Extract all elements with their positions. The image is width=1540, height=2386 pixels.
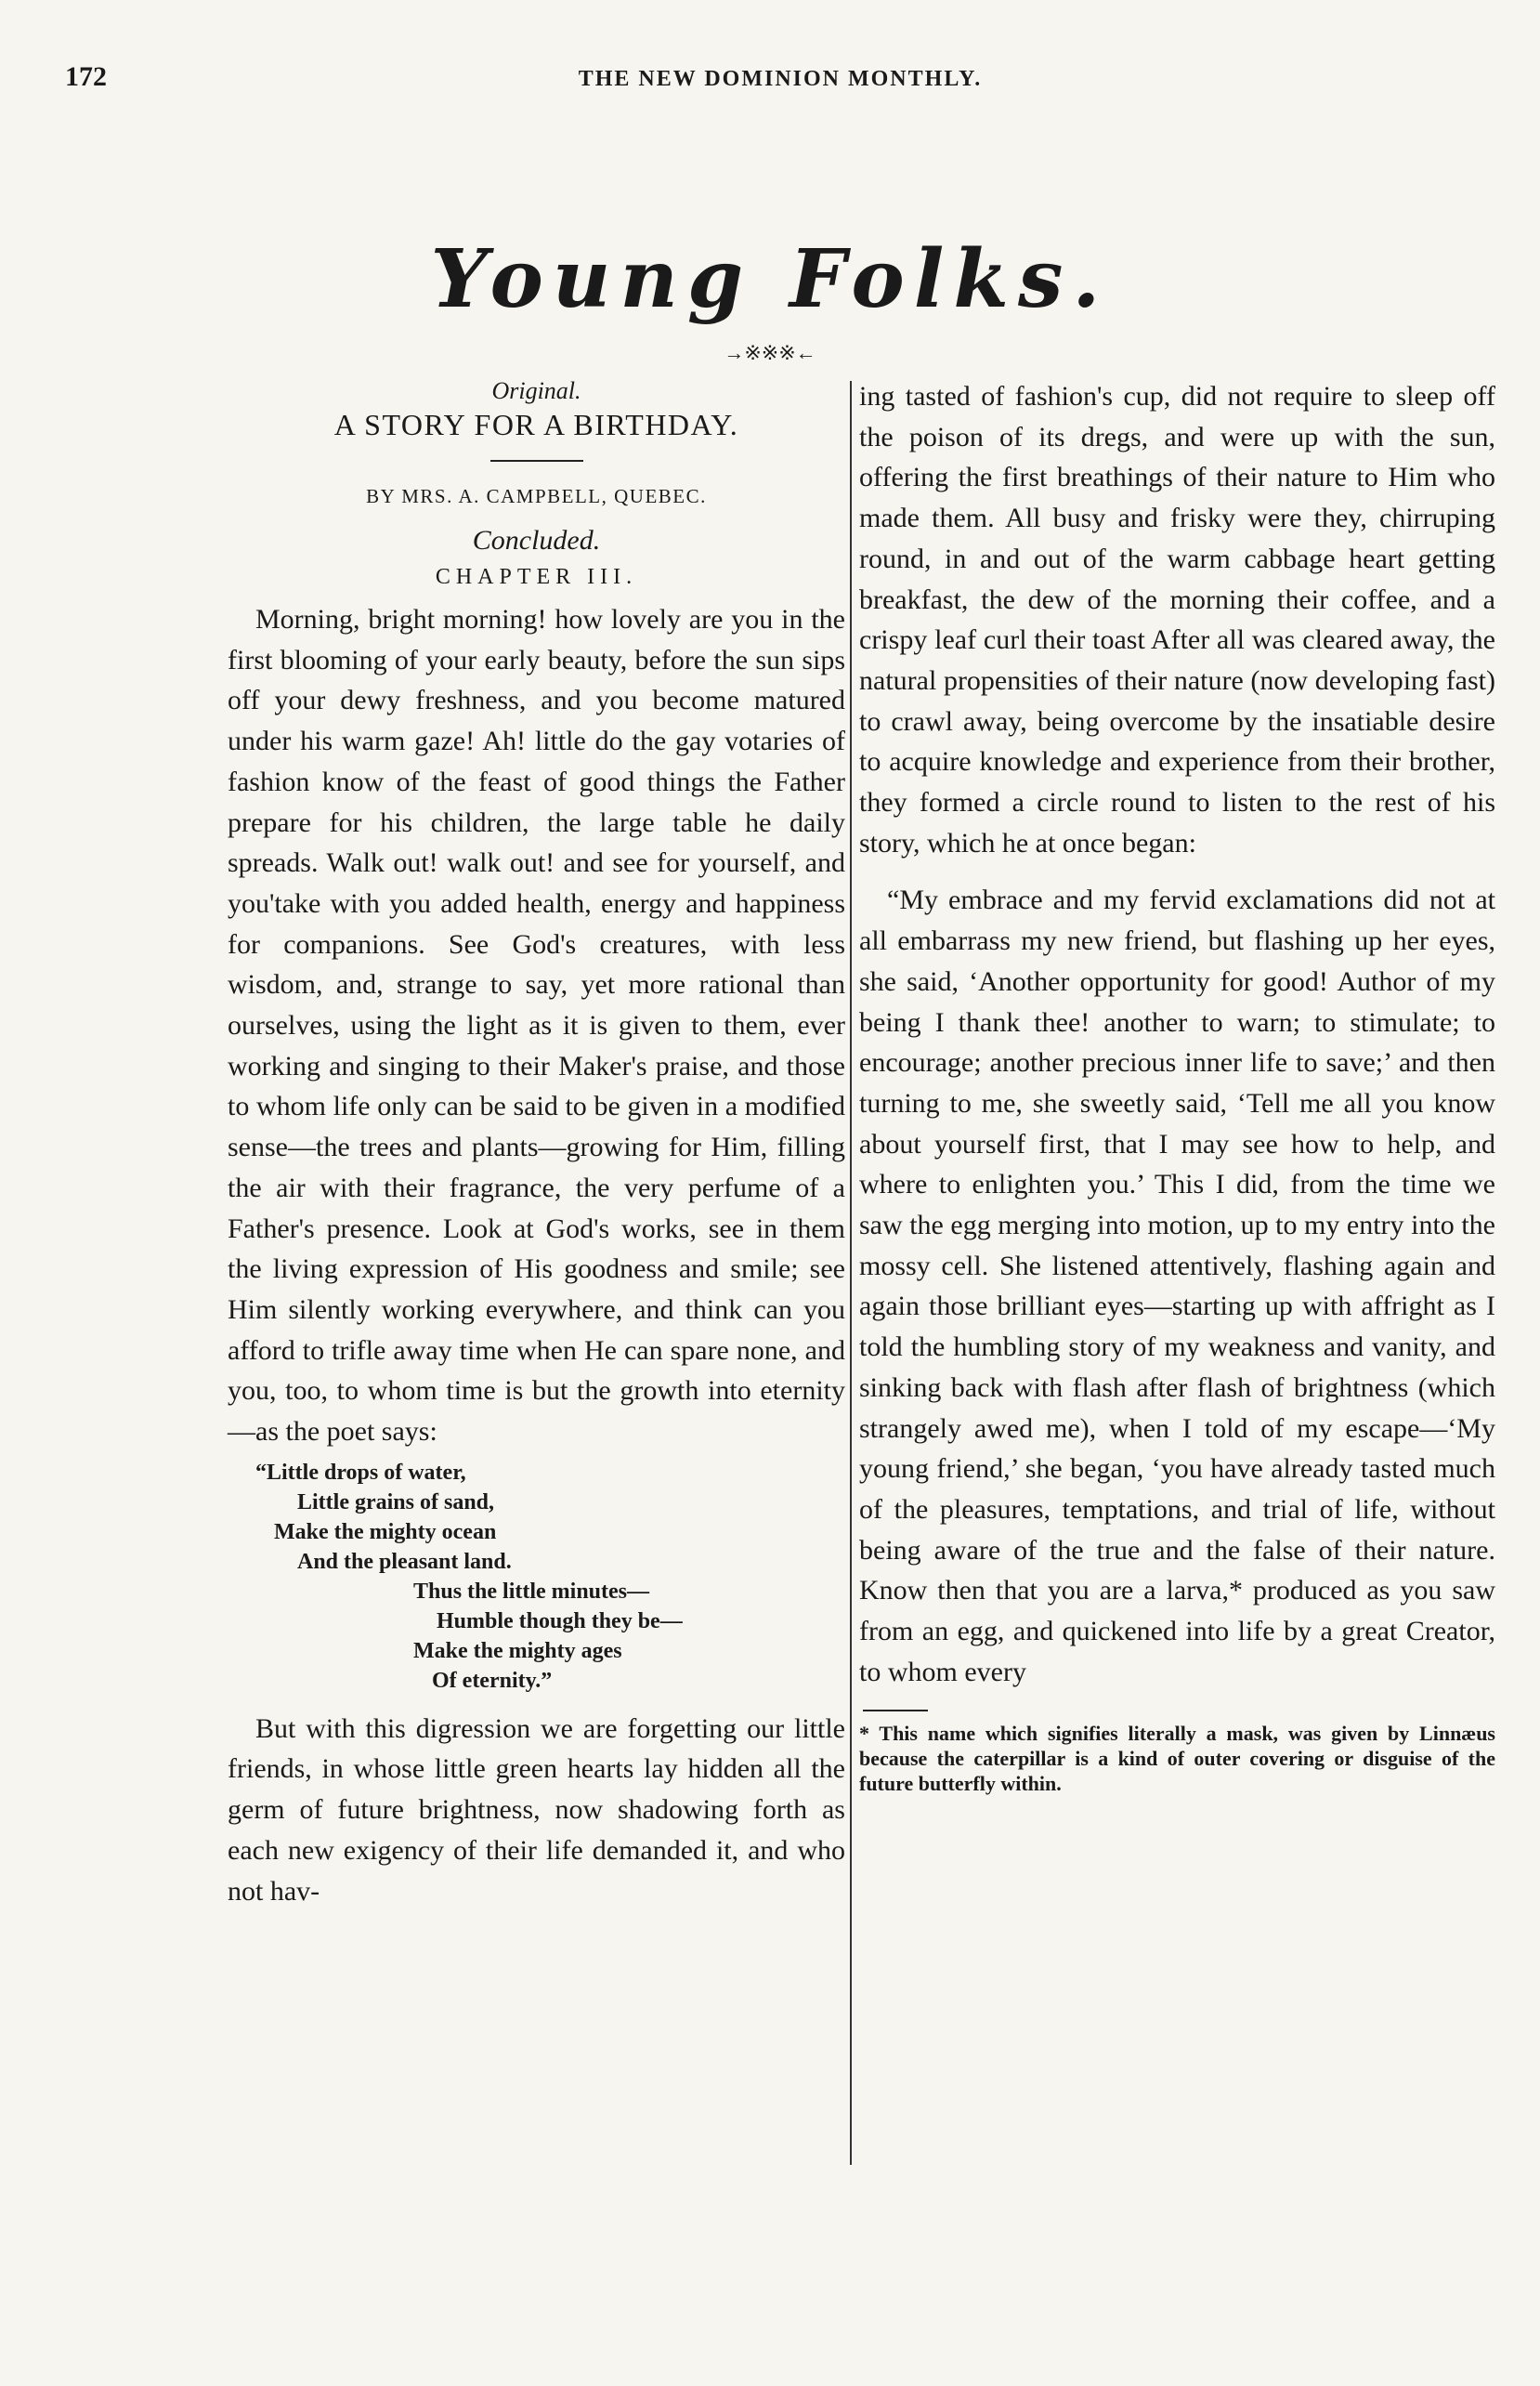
poem-line: Little grains of sand, <box>297 1489 495 1514</box>
poem <box>228 1458 845 1696</box>
story-title: A STORY FOR A BIRTHDAY. <box>333 408 739 441</box>
byline: BY MRS. A. CAMPBELL, QUEBEC. <box>366 485 707 507</box>
paragraph: “My embrace and my fervid exclamations did not at all embarrass my new friend, but flashing up her eyes, she said, ‘Another opportunity for good! Author of my being I thank thee! another to warn; to stimulate; to encourage; another precious inner life to save;’ and then turning to me, she sweetly said, ‘Tell me all you know about yourself first, that I may see how to help, and where to enlighten you.’ This I did, from the time we saw the egg merging into motion, up to my entry into the mossy cell. She listened attentively, flashing again and again those brilliant eyes—starting up with affright as I told the humbling story of my weakness and vanity, and sinking back with flash after flash of brightness (which strangely awed me), when I told of my escape—‘My young friend,’ she began, ‘you have already tasted much of the pleasures, temptations, and trial of life, without being aware of the true and the false of their nature. Know then that you are a larva,* produced as you saw from an egg, and quickened into life by a great Creator, to whom every <box>859 885 1495 1687</box>
page-number: 172 <box>65 61 107 92</box>
original-label: Original. <box>491 377 581 404</box>
right-column <box>859 376 1495 1796</box>
title-rule <box>490 460 583 462</box>
footnote: * This name which signifies literally a mask, was given by Linnæus because the caterpillar is a kind of outer covering or disguise of the future butterfly within. <box>859 1721 1495 1795</box>
poem-line: Make the mighty ages <box>413 1638 622 1663</box>
poem-line: And the pleasant land. <box>297 1549 512 1574</box>
running-head <box>56 61 1505 98</box>
paragraph: Morning, bright morning! how lovely are you in the first blooming of your early beauty, before the sun sips off your dewy freshness, and you become matured under his warm gaze! Ah! little do the gay votaries of fashion know of the feast of good things the Father prepare for his children, the large table he daily spreads. Walk out! walk out! and see for yourself, and you'take with you added health, energy and happiness for companions. See God's creatures, with less wisdom, and, strange to say, yet more rational than ourselves, using the light as it is given to them, ever working and singing to their Maker's praise, and those to whom life only can be said to be given in a modified sense—the trees and plants—growing for Him, filling the air with their fragrance, the very perfume of a Father's presence. Look at God's works, see in them the living expression of His goodness and smile; see Him silently working everywhere, and think can you afford to trifle away time when He can spare none, and you, too, to whom time is but the growth into eternity—as the poet says: <box>228 604 845 1448</box>
poem-line: Thus the little minutes— <box>413 1579 650 1604</box>
poem-line: Make the mighty ocean <box>274 1519 497 1544</box>
paragraph: ing tasted of fashion's cup, did not require to sleep off the poison of its dregs, and were up with the sun, offering the first breathings of their nature to Him who made them. All busy and frisky were they, chirruping round, in and out of the warm cabbage heart getting breakfast, the dew of the morning their coffee, and a crispy leaf curl their toast After all was cleared away, the natural propensities of their nature (now developing fast) to crawl away, being overcome by the insatiable desire to acquire knowledge and experience from their brother, they formed a circle round to listen to the rest of his story, which he at once began: <box>859 381 1495 859</box>
concluded-label: Concluded. <box>472 525 601 556</box>
paragraph: But with this digression we are forgetting our little friends, in whose little green hearts lay hidden all the germ of future brightness, now shadowing forth as each new exigency of their life demanded it, and who not hav- <box>228 1712 845 1907</box>
ornament-divider: →※※※← <box>724 341 816 364</box>
column-divider <box>850 381 852 2165</box>
section-title: Young Folks. <box>430 232 1110 326</box>
journal-title: THE NEW DOMINION MONTHLY. <box>578 67 983 91</box>
chapter-heading: CHAPTER III. <box>435 565 638 589</box>
left-column <box>228 376 845 1911</box>
poem-line: Of eternity.” <box>432 1668 553 1693</box>
footnote-rule <box>863 1710 928 1711</box>
poem-line: Humble though they be— <box>437 1608 683 1633</box>
poem-line: “Little drops of water, <box>255 1460 466 1485</box>
